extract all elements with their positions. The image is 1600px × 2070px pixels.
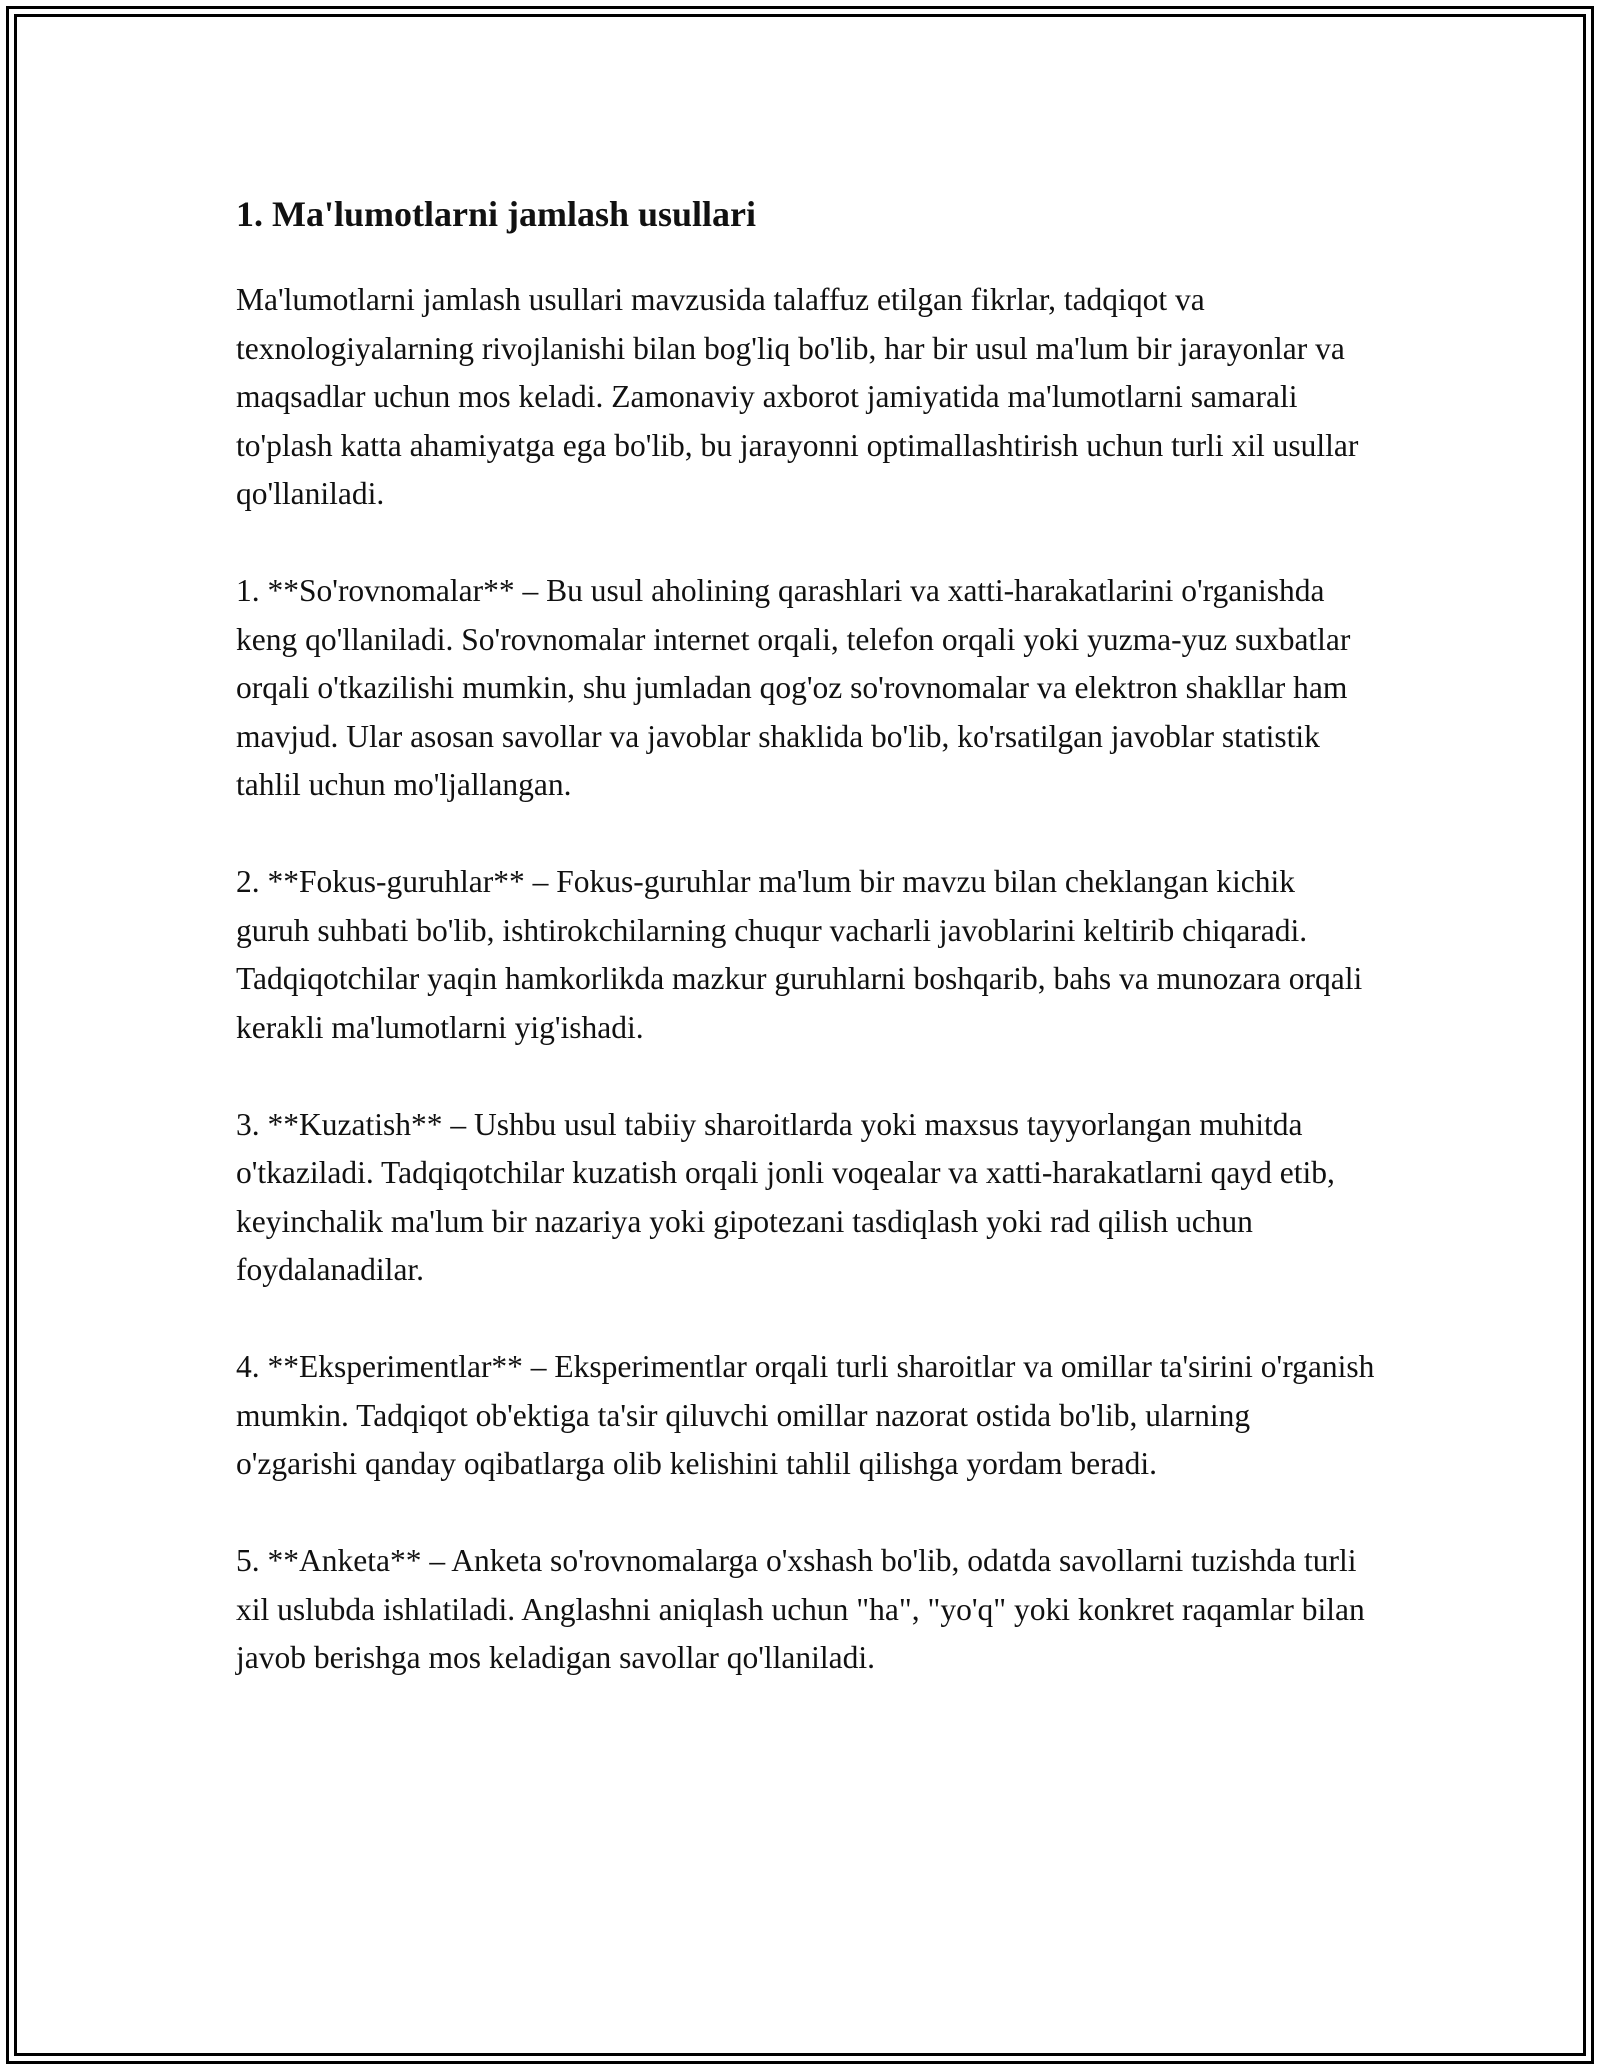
document-title: 1. Ma'lumotlarni jamlash usullari: [236, 194, 757, 234]
method-questionnaire-paragraph: 5. **Anketa** – Anketa so'rovnomalarga o'xshash bo'lib, odatda savollarni tuzishda turli xil uslubda ishlatiladi. Anglashni aniqlash uchun "ha", "yo'q" yoki konkret raqamlar bilan javob berishga mos keladigan savollar qo'llaniladi.: [236, 1543, 1365, 1675]
method-observation-paragraph: 3. **Kuzatish** – Ushbu usul tabiiy sharoitlarda yoki maxsus tayyorlangan muhitda o'tkaziladi. Tadqiqotchilar kuzatish orqali jonli voqealar va xatti-harakatlarni qayd etib, keyinchalik ma'lum bir nazariya yoki gipotezani tasdiqlash yoki rad qilish uchun foydalanadilar.: [236, 1106, 1335, 1287]
method-experiments-paragraph: 4. **Eksperimentlar** – Eksperimentlar orqali turli sharoitlar va omillar ta'sirini o'rganish mumkin. Tadqiqot ob'ektiga ta'sir qiluvchi omillar nazorat ostida bo'lib, ularning o'zgarishi qanday oqibatlarga olib kelishini tahlil qilishga yordam beradi.: [236, 1349, 1375, 1481]
method-focus-groups-paragraph: 2. **Fokus-guruhlar** – Fokus-guruhlar ma'lum bir mavzu bilan cheklangan kichik guruh suhbati bo'lib, ishtirokchilarning chuqur vacharli javoblarini keltirib chiqaradi. Tadqiqotchilar yaqin hamkorlikda mazkur guruhlarni boshqarib, bahs va munozara orqali kerakli ma'lumotlarni yig'ishadi.: [236, 864, 1363, 1045]
intro-paragraph: Ma'lumotlarni jamlash usullari mavzusida talaffuz etilgan fikrlar, tadqiqot va texnologiyalarning rivojlanishi bilan bog'liq bo'lib, har bir usul ma'lum bir jarayonlar va maqsadlar uchun mos keladi. Zamonaviy axborot jamiyatida ma'lumotlarni samarali to'plash katta ahamiyatga ega bo'lib, bu jarayonni optimallashtirish uchun turli xil usullar qo'llaniladi.: [236, 282, 1359, 511]
method-surveys-paragraph: 1. **So'rovnomalar** – Bu usul aholining qarashlari va xatti-harakatlarini o'rganishda keng qo'llaniladi. So'rovnomalar internet orqali, telefon orqali yoki yuzma-yuz suxbatlar orqali o'tkazilishi mumkin, shu jumladan qog'oz so'rovnomalar va elektron shakllar ham mavjud. Ular asosan savollar va javoblar shaklida bo'lib, ko'rsatilgan javoblar statistik tahlil uchun mo'ljallangan.: [236, 573, 1351, 802]
document-body: [236, 188, 1376, 1731]
